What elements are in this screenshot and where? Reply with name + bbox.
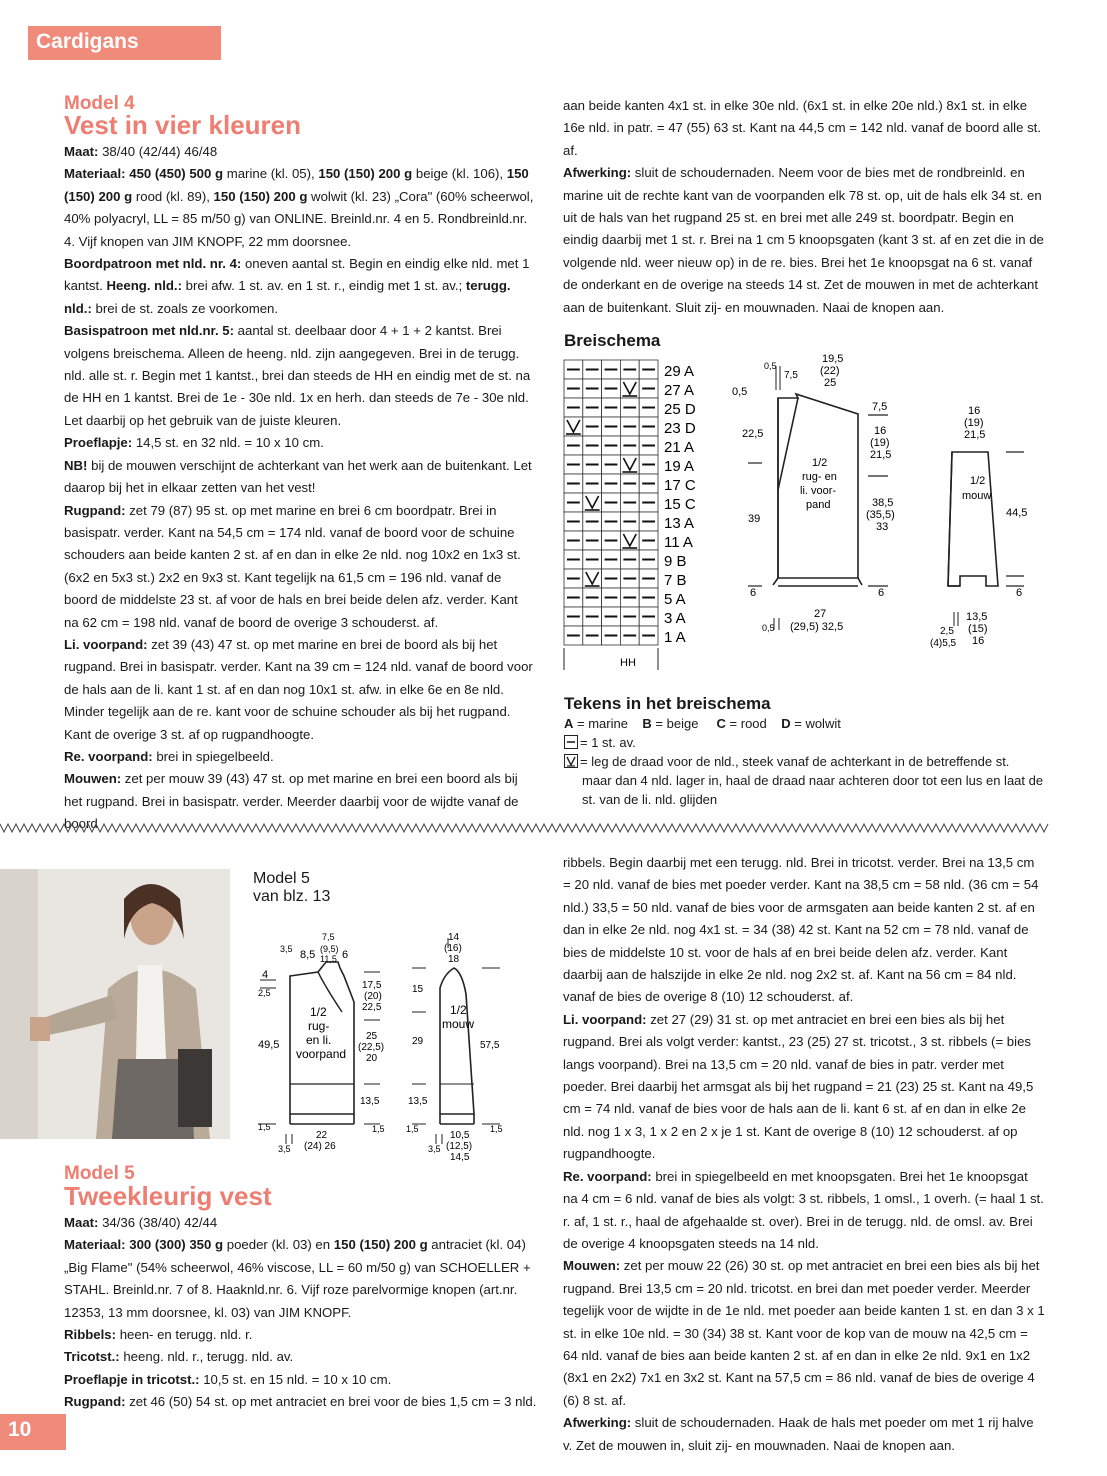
m5s-l29: 29 [412, 1036, 424, 1047]
m5-l495: 49,5 [258, 1039, 280, 1051]
paragraph [64, 320, 534, 432]
model4-label: Model 4 [64, 93, 135, 114]
m4-225: 22,5 [742, 428, 764, 440]
m4-r16-3: 21,5 [870, 449, 892, 461]
m4-r385-2: (35,5) [866, 509, 895, 521]
paragraph [64, 253, 534, 320]
section-title: Cardigans [36, 30, 139, 53]
text: 10,5 st. en 15 nld. = 10 x 10 cm. [199, 1371, 392, 1387]
bold-text: Tricotst.: [64, 1349, 120, 1365]
paragraph [64, 1369, 540, 1391]
legend-color-c: C = rood [716, 716, 767, 731]
m4-label-1: 1/2 [812, 457, 828, 469]
m5s-label-1: 1/2 [450, 1003, 467, 1017]
m5s-bottom-1: 10,5 [450, 1130, 470, 1141]
text: poeder (kl. 03) en [223, 1237, 334, 1253]
paragraph [563, 95, 1045, 162]
chart-row-label: 25 D [664, 401, 696, 418]
m4-b05: 0,5 [762, 623, 775, 633]
text: brei de st. zoals ze voorkomen. [91, 300, 279, 316]
bold-text: Heeng. nld.: [106, 278, 182, 294]
m5-t6: 6 [342, 949, 349, 961]
text: 34/36 (38/40) 42/44 [98, 1215, 218, 1230]
m4s-b25: 2,5 [940, 626, 954, 637]
text: oneven aantal st. Begin en eindig elke nld. met 1 kantst. [64, 256, 530, 294]
paragraph [64, 746, 534, 768]
model4-body-schematic [728, 350, 908, 650]
text: 14,5 st. en 32 nld. = 10 x 10 cm. [132, 435, 324, 451]
m5-r135: 13,5 [360, 1096, 380, 1107]
bold-text: Afwerking: [563, 165, 632, 181]
model4-instructions-left [64, 141, 534, 836]
model4-instructions-right [563, 95, 1045, 319]
text: brei in spiegelbeeld en met knoopsgaten. Brei het 1e knoopsgat na 4 cm = 6 nld. vanaf de bies als volgt: 3 st. ribbels, 1 omsl., 1 overh. (= haal 1 st. r. af, 1 st. r., haal de afgehaalde st. over). Brei in de terugg. nld. de omsl. av. Brei de overige 4 knoopsgaten steeds na 14 nld. [563, 1168, 1044, 1251]
text: marine (kl. 05), [223, 166, 319, 182]
text: brei afw. 1 st. av. en 1 st. r., eindig met 1 st. av.; [181, 278, 466, 294]
bold-text: Rugpand: [64, 502, 126, 518]
chart-row-label: 29 A [664, 363, 695, 380]
text: heeng. nld. r., terugg. nld. av. [119, 1349, 294, 1365]
model5-ref [253, 870, 330, 906]
paragraph [563, 1412, 1045, 1457]
m5-label-4: voorpand [296, 1047, 347, 1061]
legend [564, 714, 1064, 809]
model5-ref-page: van blz. 13 [253, 888, 331, 905]
m4-6a: 6 [750, 587, 757, 599]
m5-t85: 8,5 [300, 949, 316, 961]
m5s-top-3: 18 [448, 954, 460, 965]
paragraph [563, 1166, 1045, 1256]
bold-text: Proeflapje: [64, 435, 133, 451]
chart-row-label: 3 A [664, 610, 686, 627]
model5-label: Model 5 [64, 1163, 135, 1184]
bold-text: NB! [64, 457, 88, 473]
bold-text: Maat: [64, 1215, 99, 1230]
text: heen- en terugg. nld. r. [116, 1327, 253, 1343]
text: rood (kl. 89), [132, 188, 214, 204]
paragraph [64, 141, 534, 163]
m5-l15: 1,5 [258, 1122, 271, 1132]
legend-title: Tekens in het breischema [564, 694, 771, 713]
m4-r75: 7,5 [872, 401, 888, 413]
bold-text: Maat: [64, 144, 99, 159]
m4s-r445: 44,5 [1006, 507, 1028, 519]
chart-row-label: 1 A [664, 629, 686, 646]
m4-r385-3: 33 [876, 521, 889, 533]
legend-color-a: A = marine [564, 716, 628, 731]
m4-r16-2: (19) [870, 437, 890, 449]
model4-sleeve-schematic [926, 400, 1036, 654]
m5s-l15t: 15 [412, 984, 424, 995]
paragraph [64, 1346, 540, 1368]
model5-body-schematic [254, 928, 404, 1156]
m4-bottom-1: 27 [814, 608, 827, 620]
bold-text: Mouwen: [64, 771, 122, 787]
m4-top-2: (22) [820, 365, 840, 377]
m5-r175-3: 22,5 [362, 1002, 382, 1013]
paragraph [64, 1212, 540, 1234]
bold-text: Rugpand: [64, 1394, 126, 1410]
m4s-bottom-2: (15) [968, 623, 988, 635]
text: zet 79 (87) 95 st. op met marine en brei 6 cm boordpatr. Brei in basispatr. verder. Kant na 54,5 cm = 174 nld. vanaf de boord voor de schuine schouders aan beide kanten 2 st. af en dan in elke 2e nld. nog 10x2 en 1x3 st. (6x2 en 5x3 st.) 2x2 en 9x3 st. Kant tegelijk na 61,5 cm = 196 nld. vanaf de boord de middelste 23 st. af voor de hals en brei beide delen afz. verder. Kant na 62 cm = 198 nld. vanaf de boord de overige 3 schouderst. af. [64, 502, 521, 630]
paragraph [563, 1255, 1045, 1412]
m4-top-3: 25 [824, 377, 837, 389]
m4-r6: 6 [878, 587, 885, 599]
model5-instructions-left [64, 1212, 540, 1414]
m4-r385-1: 38,5 [872, 497, 894, 509]
chart-row-label: 5 A [664, 591, 686, 608]
m5s-label-2: mouw [442, 1017, 475, 1031]
m5-t95-2: 11,5 [320, 954, 337, 964]
bold-text: Li. voorpand: [64, 636, 148, 652]
model4-title: Vest in vier kleuren [64, 110, 302, 140]
text: wolwit (kl. 23) „Cora" (60% scheerwol, 40% polyacryl, LL = 85 m/50 g) van ONLINE. Breinld.nr. 4 en 5. Rondbreinld.nr. 4. Vijf knopen van JIM KNOPF, 22 mm doorsnee. [64, 188, 534, 249]
model5-instructions-right [563, 852, 1045, 1457]
bold-text: Li. voorpand: [563, 1011, 647, 1027]
text: zet 27 (29) 31 st. op met antraciet en brei een bies als bij het rugpand. Brei als volgt verder: kantst., 23 (25) 27 st. tricotst., 3 st. ribbels (= bies langs voorpand). Brei na 13,5 cm = 20 nld. vanaf de bies in patr. verder met poeder. Brei daarbij het armsgat als bij het rugpand = 21 (23) 25 st. Kant na 49,5 cm = 74 nld. vanaf de bies voor de hals aan de li. kant 6 st. af en dan in elke 2e nld. nog 1 x 3, 1 x 2 en 2 x je 1 st. Kant de overige 8 (10) 12 schouderst. af op rugpandhoogte. [563, 1011, 1034, 1162]
m4-39: 39 [748, 513, 761, 525]
section-tab [28, 26, 221, 60]
chart-grid [564, 360, 658, 645]
text: antraciet (kl. 04) „Big Flame" (54% scheerwol, 46% viscose, LL = 60 m/50 g) van SCHOELLER + STAHL. Breinld.nr. 7 of 8. Haaknld.nr. 6. Vijf roze parelvormige knopen (art.nr. 12353, 13 mm doorsnee, kl. 03) van JIM KNOPF. [64, 1237, 531, 1320]
m4-05a: 0,5 [764, 361, 777, 371]
text: sluit de schoudernaden. Neem voor de bies met de rondbreinld. en marine uit de rechte kant van de voorpanden elk 78 st. op, uit de hals elk 34 st. en uit de hals van het rugpand 25 st. en brei met alle 249 st. boordpatr. Begin en eindig daarbij met 1 st. r. Brei na 1 cm 5 knoopsgaten (kant 3 st. af en zet die in de volgende nld. weer nieuw op) in de re. bies. Brei het 1e knoopsgat na 6 st. vanaf de onderkant en de overige na steeds 14 st. Zet de mouwen in met de achterkant aan de buitenkant. Sluit zij- en mouwnaden. Naai de knopen aan. [563, 165, 1044, 315]
m5s-b35: 3,5 [428, 1144, 441, 1154]
m4s-top-2: (19) [964, 417, 984, 429]
legend-color-d: D = wolwit [781, 716, 841, 731]
text: 38/40 (42/44) 46/48 [98, 144, 218, 159]
legend-symbol-slip: = leg de draad voor de nld., steek vanaf de achterkant in de betreffende st. [564, 752, 1064, 771]
chart-row-label: 13 A [664, 515, 695, 532]
m5-label-3: en li. [306, 1033, 332, 1047]
paragraph [64, 432, 534, 454]
m5s-bottom-3: 14,5 [450, 1152, 470, 1163]
m4-label-4: pand [806, 499, 831, 511]
paragraph [64, 1234, 540, 1324]
bold-text: Materiaal: 300 (300) 350 g [64, 1237, 224, 1253]
bold-text: Re. voorpand: [64, 748, 153, 764]
m5-l25: 2,5 [258, 988, 271, 998]
zigzag-divider [0, 822, 1107, 834]
knitting-chart [560, 358, 710, 672]
text: zet per mouw 39 (43) 47 st. op met marine en brei een boord als bij het rugpand. Brei in basispatr. verder. Meerder daarbij voor de wijdte vanaf de boord [64, 771, 519, 832]
paragraph [64, 634, 534, 746]
bold-text: Materiaal: 450 (450) 500 g [64, 166, 224, 182]
m5-r25-1: 25 [366, 1031, 378, 1042]
m5s-top-2: (16) [444, 943, 462, 954]
page-number-tab [0, 1414, 66, 1450]
m5s-l135: 13,5 [408, 1096, 428, 1107]
m4s-label-2: mouw [962, 490, 992, 502]
chart-row-label: 7 B [664, 572, 687, 589]
m5-r15: 1,5 [372, 1124, 385, 1134]
m4-label-3: li. voor- [800, 485, 837, 497]
text: aan beide kanten 4x1 st. in elke 30e nld. (6x1 st. in elke 20e nld.) 8x1 st. in elke 16e nld. in patr. = 47 (55) 63 st. Kant na 44,5 cm = 142 nld. vanaf de boord alle st. af. [563, 98, 1041, 158]
chart-row-label: 27 A [664, 382, 695, 399]
model-photo [0, 869, 230, 1139]
m4-top-1: 19,5 [822, 353, 844, 365]
chart-row-label: 15 C [664, 496, 696, 513]
text: ribbels. Begin daarbij met een terugg. nld. Brei in tricotst. verder. Brei na 13,5 cm = 20 nld. vanaf de bies met poeder verder. Kant na 38,5 cm = 58 nld. (36 cm = 54 nld.) 33,5 = 50 nld. vanaf de bies voor de armsgaten aan beide kanten 2 st. af en dan in elke 2e nld. nog 4x1 st. = 34 (38) 42 st. Kant na 52 cm = 78 nld. vanaf de bies de middelste 10 st. voor de hals af en brei beide delen afz. verder. Kant daarbij aan de halszijde in elke 2e nld. nog 2x2 st. af. Kant na 56 cm = 84 nld. vanaf de bies de overige 8 (10) 12 schouderst. af. [563, 855, 1039, 1005]
page-number: 10 [8, 1418, 32, 1441]
chart-row-label: 9 B [664, 553, 687, 570]
hh-label: HH [620, 657, 636, 669]
model5-title: Tweekleurig vest [64, 1181, 272, 1211]
photo-illustration [0, 869, 230, 1139]
m5-t95-1: (9,5) [320, 944, 339, 954]
chart-row-label: 11 A [664, 534, 693, 551]
m5-b35: 3,5 [278, 1144, 291, 1154]
m5-label-1: 1/2 [310, 1005, 327, 1019]
legend-symbol-purl: = 1 st. av. [564, 733, 1064, 752]
bold-text: 150 (150) 200 g [318, 166, 413, 182]
m4-05b: 0,5 [732, 386, 748, 398]
text: bij de mouwen verschijnt de achterkant van het werk aan de buitenkant. Let daarop bij het in elkaar zetten van het vest! [64, 457, 532, 496]
text: zet 39 (43) 47 st. op met marine en brei de boord als bij het rugpand. Brei in basispatr. verder. Kant na 39 cm = 124 nld. vanaf de boord voor de hals aan de li. kant 1 st. af en dan nog 10x1 st. afw. in elke 6e en 8e nld. Minder tegelijk aan de re. kant voor de schuine schouder als bij het rugpand. Kant de overige 3 st. af op rugpandhoogte. [64, 636, 533, 742]
m5-l4: 4 [262, 969, 269, 981]
chart-title: Breischema [564, 331, 661, 350]
text: zet per mouw 22 (26) 30 st. op met antraciet en brei een bies als bij het rugpand. Brei 13,5 cm = 20 nld. tricotst. en brei dan met poeder verder. Meerder tegelijk voor de wijdte in de 1e nld. met poeder aan beide kanten 1 st. en dan 3 x 1 st. in elke 10e nld. = 30 (34) 38 st. Kant voor de kop van de mouw na 42,5 cm = 64 nld. vanaf de bies aan beide kanten 2 st. af en dan in elke 2e nld. 9x1 en 1x2 (8x1 en 2x2) 7x1 en 3x2 st. Kant na 57,5 cm = 86 nld. vanaf de bies de overige 4 (6) 8 st. af. [563, 1258, 1045, 1408]
bold-text: Ribbels: [64, 1327, 117, 1343]
m4-75: 7,5 [784, 370, 798, 381]
m5-r175-2: (20) [364, 991, 382, 1002]
paragraph [64, 163, 534, 253]
paragraph [563, 852, 1045, 1009]
bold-text: Re. voorpand: [563, 1168, 652, 1184]
m5-bottom-1: 22 [316, 1130, 328, 1141]
text: brei in spiegelbeeld. [152, 748, 274, 764]
legend-symbol-slip-2: maar dan 4 nld. lager in, haal de draad naar achteren door tot een lus en laat de [582, 773, 1044, 788]
chart-row-label: 23 D [664, 420, 696, 437]
chart-row-label: 19 A [664, 458, 695, 475]
m4s-bottom-3: 16 [972, 635, 985, 647]
legend-symbol-slip-3: st. van de li. nld. glijden [582, 792, 718, 807]
m5-t75: 7,5 [322, 932, 335, 942]
purl-symbol-icon [564, 735, 578, 749]
m5s-bottom-2: (12,5) [446, 1141, 473, 1152]
m4-r16-1: 16 [874, 425, 887, 437]
m5-t35: 3,5 [280, 944, 293, 954]
bold-text: Boordpatroon met nld. nr. 4: [64, 256, 242, 272]
slip-loop-symbol-icon [564, 754, 578, 768]
bold-text: Mouwen: [563, 1258, 621, 1274]
text: sluit de schoudernaden. Haak de hals met poeder om met 1 rij halve v. Zet de mouwen in, sluit zij- en mouwnaden. Naai de knopen aan. [563, 1415, 1034, 1453]
bold-text: 150 (150) 200 g [213, 188, 308, 204]
chart-row-labels [664, 363, 696, 646]
m4-bottom-2: (29,5) 32,5 [790, 621, 844, 633]
paragraph [563, 1009, 1045, 1166]
model5-ref-label: Model 5 [253, 870, 310, 887]
m5-label-2: rug- [308, 1019, 330, 1033]
model5-sleeve-schematic [404, 928, 514, 1164]
m4s-top-1: 16 [968, 405, 981, 417]
m5s-r575: 57,5 [480, 1040, 500, 1051]
paragraph [64, 1391, 540, 1413]
paragraph [64, 500, 534, 634]
bold-text: terugg. nld.: [64, 278, 511, 316]
m5s-l15: 1,5 [406, 1124, 419, 1134]
m5-r25-2: (22,5) [358, 1042, 385, 1053]
text: beige (kl. 106), [412, 166, 507, 182]
text: zet 46 (50) 54 st. op met antraciet en brei voor de bies 1,5 cm = 3 nld. [125, 1394, 537, 1410]
m4s-label-1: 1/2 [970, 475, 986, 487]
m5-r25-3: 20 [366, 1053, 378, 1064]
paragraph [64, 455, 534, 500]
bold-text: 150 (150) 200 g [333, 1237, 428, 1253]
bold-text: Basispatroon met nld.nr. 5: [64, 323, 235, 339]
m4s-r6: 6 [1016, 587, 1023, 599]
paragraph [563, 162, 1045, 319]
legend-color-b: B = beige [642, 716, 699, 731]
bold-text: Proeflapje in tricotst.: [64, 1371, 200, 1387]
m5-r175-1: 17,5 [362, 980, 382, 991]
m4-label-2: rug- en [802, 471, 837, 483]
chart-row-label: 21 A [664, 439, 695, 456]
m5-bottom-2: (24) 26 [304, 1141, 336, 1152]
bold-text: 150 (150) 200 g [64, 166, 529, 204]
m4s-top-3: 21,5 [964, 429, 986, 441]
m5s-r15: 1,5 [490, 1124, 503, 1134]
text: aantal st. deelbaar door 4 + 1 + 2 kantst. Brei volgens breischema. Alleen de heeng. nld. zijn aangegeven. Brei in de terugg. nld. alle st. r. Begin met 1 kantst., brei dan steeds de HH en eindig met de st. na de HH en 1 kantst. Brei de 1e - 30e nld. 1x en herh. dan steeds de 7e - 30e nld. Let daarbij op het gebruik van de juiste kleuren. [64, 323, 531, 428]
paragraph [64, 1324, 540, 1346]
legend-colors [564, 714, 1064, 733]
bold-text: Afwerking: [563, 1415, 632, 1431]
m4s-bottom-1: 13,5 [966, 611, 988, 623]
m5s-top-1: 14 [448, 932, 460, 943]
m4s-b455: (4)5,5 [930, 638, 957, 649]
chart-row-label: 17 C [664, 477, 696, 494]
